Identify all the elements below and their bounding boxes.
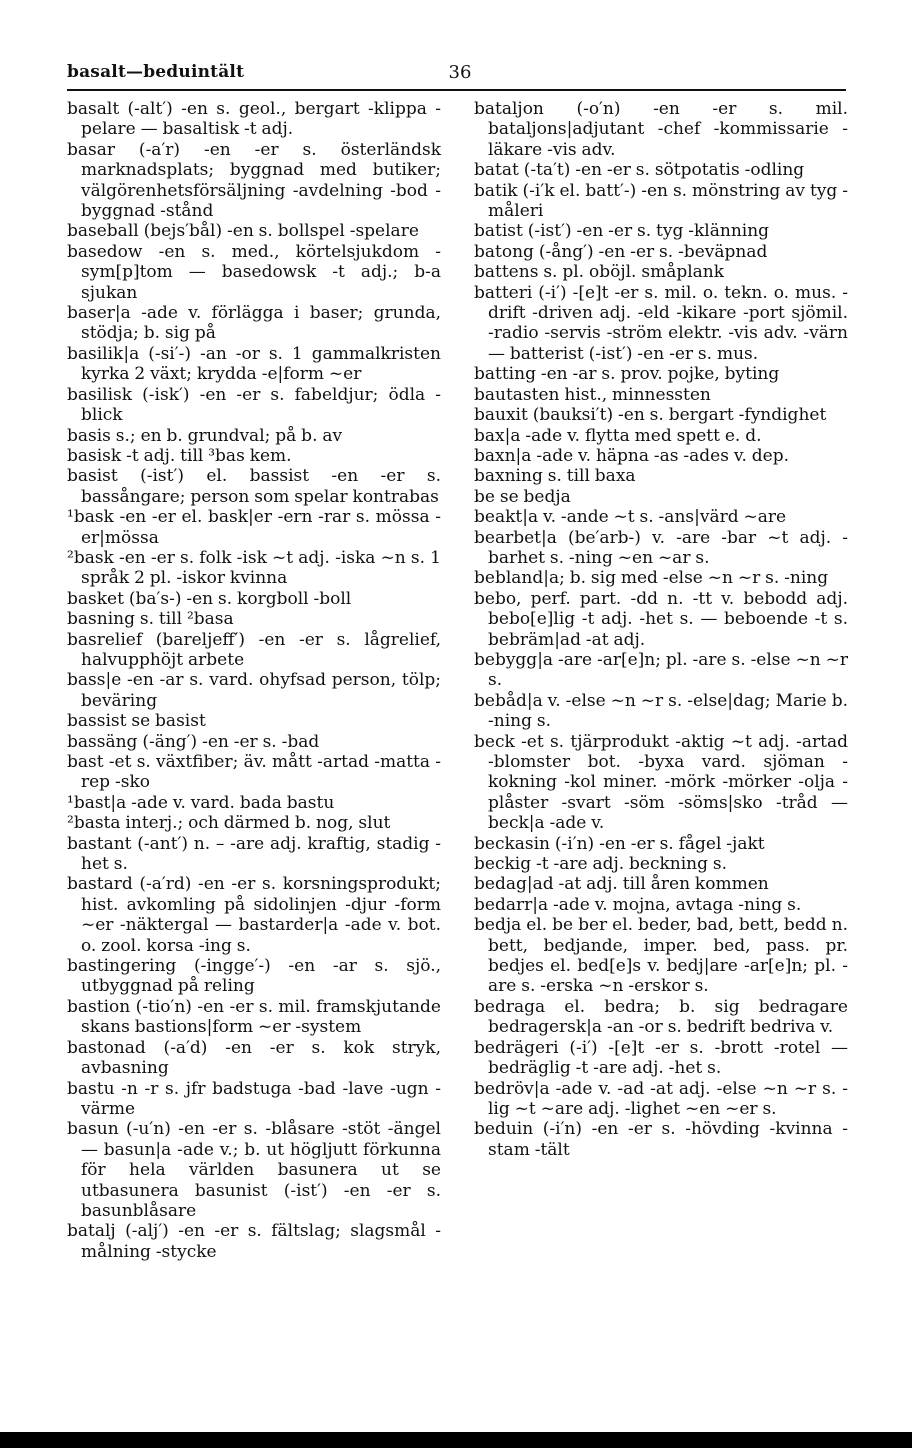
dictionary-entry: bebland|a; b. sig med -else ~n ~r s. -ning bbox=[474, 568, 829, 589]
dictionary-entry: basisk -t adj. till ³bas kem. bbox=[67, 445, 292, 466]
dictionary-entry: basedow -en s. med., körtelsjukdom -sym[p]tom — basedowsk -t adj.; b-a sjukan bbox=[67, 241, 441, 303]
dictionary-entry: batong (-ång′) -en -er s. -beväpnad bbox=[474, 241, 768, 262]
running-head: basalt—beduintält bbox=[67, 62, 245, 82]
dictionary-entry: bast -et s. växtfiber; äv. mått -artad -matta -rep -sko bbox=[67, 752, 441, 793]
dictionary-entry: ¹bask -en -er el. bask|er -ern -rar s. mössa -er|mössa bbox=[67, 507, 441, 548]
dictionary-entry: batting -en -ar s. prov. pojke, byting bbox=[474, 364, 780, 385]
dictionary-entry: basilisk (-isk′) -en -er s. fabeldjur; ödla -blick bbox=[67, 384, 441, 426]
dictionary-entry: bassist se basist bbox=[67, 711, 206, 732]
dictionary-entry: baser|a -ade v. förlägga i baser; grunda, stödja; b. sig på bbox=[67, 303, 441, 344]
dictionary-entry: basning s. till ²basa bbox=[67, 609, 234, 630]
dictionary-entry: bedarr|a -ade v. mojna, avtaga -ning s. bbox=[474, 894, 802, 915]
dictionary-entry: basilik|a (-si′-) -an -or s. 1 gammalkristen kyrka 2 växt; krydda -e|form ~er bbox=[67, 343, 441, 385]
dictionary-entry: basis s.; en b. grundval; på b. av bbox=[67, 425, 343, 446]
dictionary-entry: bax|a -ade v. flytta med spett e. d. bbox=[474, 425, 762, 446]
dictionary-entry: beckig -t -are adj. beckning s. bbox=[474, 854, 728, 875]
dictionary-entry: batist (-ist′) -en -er s. tyg -klänning bbox=[474, 221, 770, 242]
dictionary-entry: bataljon (-o′n) -en -er s. mil. bataljons|adjutant -chef -kommissarie -läkare -vis adv. bbox=[474, 99, 848, 160]
dictionary-entry: bastonad (-a′d) -en -er s. kok stryk, avbasning bbox=[67, 1037, 441, 1079]
dictionary-entry: beakt|a v. -ande ~t s. -ans|värd ~are bbox=[474, 507, 787, 528]
dictionary-entry: ²bask -en -er s. folk -isk ~t adj. -iska ~n s. 1 språk 2 pl. -iskor kvinna bbox=[67, 547, 441, 589]
dictionary-entry: battens s. pl. oböjl. småplank bbox=[474, 262, 725, 283]
page-number: 36 bbox=[448, 62, 472, 83]
scan-bottom-edge bbox=[0, 1432, 912, 1448]
dictionary-entry: beck -et s. tjärprodukt -aktig ~t adj. -artad -blomster bot. -byxa vard. sjöman -kokning -kol miner. -mörk -mörker -olja -plåster -svart -söm -söms|sko -tråd — beck|a -ade v. bbox=[474, 731, 848, 834]
dictionary-entry: ²basta interj.; och därmed b. nog, slut bbox=[67, 813, 391, 834]
dictionary-entry: batik (-i′k el. batt′-) -en s. mönstring av tyg -måleri bbox=[474, 180, 848, 222]
dictionary-entry: batat (-ta′t) -en -er s. sötpotatis -odling bbox=[474, 160, 805, 181]
dictionary-entry: basalt (-alt′) -en s. geol., bergart -klippa -pelare — basaltisk -t adj. bbox=[67, 99, 441, 140]
dictionary-entry: bassäng (-äng′) -en -er s. -bad bbox=[67, 731, 320, 752]
dictionary-entry: bass|e -en -ar s. vard. ohyfsad person, tölp; beväring bbox=[67, 670, 441, 711]
dictionary-entry: ¹bast|a -ade v. vard. bada bastu bbox=[67, 792, 335, 813]
dictionary-entry: bauxit (bauksi′t) -en s. bergart -fyndighet bbox=[474, 405, 827, 426]
dictionary-entry: bedraga el. bedra; b. sig bedragare bedragersk|a -an -or s. bedrift bedriva v. bbox=[474, 996, 848, 1038]
dictionary-entry: bebo, perf. part. -dd n. -tt v. bebodd adj. bebo[e]lig -t adj. -het s. — beboende -t s. bebräm|ad -at adj. bbox=[474, 588, 848, 650]
dictionary-entry: bastion (-tio′n) -en -er s. mil. framskjutande skans bastions|form ~er -system bbox=[67, 996, 441, 1038]
dictionary-entry: bastant (-ant′) n. – -are adj. kraftig, stadig -het s. bbox=[67, 833, 441, 875]
dictionary-entry: bebygg|a -are -ar[e]n; pl. -are s. -else ~n ~r s. bbox=[474, 649, 848, 691]
dictionary-entry: bastingering (-ingge′-) -en -ar s. sjö., utbyggnad på reling bbox=[67, 956, 441, 997]
dictionary-entry: batteri (-i′) -[e]t -er s. mil. o. tekn. o. mus. -drift -driven adj. -eld -kikare -port sjömil. -radio -servis -ström elektr. -vis adv. -värn — batterist (-ist′) -en -er s. mus. bbox=[474, 282, 848, 364]
header-rule bbox=[67, 89, 846, 91]
right-column bbox=[474, 99, 848, 1160]
left-column bbox=[67, 99, 441, 1262]
dictionary-entry: bastard (-a′rd) -en -er s. korsningsprodukt; hist. avkomling på sidolinjen -djur -form ~er -näktergal — bastarder|a -ade v. bot. o. zool. korsa -ing s. bbox=[67, 874, 441, 956]
dictionary-entry: baseball (bejs′bål) -en s. bollspel -spelare bbox=[67, 221, 419, 242]
dictionary-entry: baxn|a -ade v. häpna -as -ades v. dep. bbox=[474, 445, 789, 466]
dictionary-entry: basist (-ist′) el. bassist -en -er s. bassångare; person som spelar kontrabas bbox=[67, 466, 441, 507]
dictionary-entry: bebåd|a v. -else ~n ~r s. -else|dag; Marie b. -ning s. bbox=[474, 690, 848, 732]
dictionary-entry: beckasin (-i′n) -en -er s. fågel -jakt bbox=[474, 833, 765, 854]
dictionary-entry: bearbet|a (be′arb-) v. -are -bar ~t adj. -barhet s. -ning ~en ~ar s. bbox=[474, 527, 848, 568]
dictionary-entry: basun (-u′n) -en -er s. -blåsare -stöt -ängel — basun|a -ade v.; b. ut högljutt förkunna för hela världen basunera ut se utbasunera basunist (-ist′) -en -er s. basunblåsare bbox=[67, 1119, 441, 1221]
dictionary-entry: bedja el. be ber el. beder, bad, bett, bedd n. bett, bedjande, imper. bed, pass. pr. bedjes el. bed[e]s v. bedj|are -ar[e]n; pl. -are s. -erska ~n -erskor s. bbox=[474, 915, 848, 997]
dictionary-entry: beduin (-i′n) -en -er s. -hövding -kvinna -stam -tält bbox=[474, 1119, 848, 1160]
dictionary-entry: be se bedja bbox=[474, 486, 571, 507]
dictionary-entry: bautasten hist., minnessten bbox=[474, 384, 711, 405]
dictionary-entry: bedröv|a -ade v. -ad -at adj. -else ~n ~r s. -lig ~t ~are adj. -lighet ~en ~er s. bbox=[474, 1078, 848, 1119]
dictionary-entry: bastu -n -r s. jfr badstuga -bad -lave -ugn -värme bbox=[67, 1078, 441, 1119]
dictionary-entry: basket (ba′s-) -en s. korgboll -boll bbox=[67, 588, 352, 609]
dictionary-entry: basrelief (bareljeff′) -en -er s. lågrelief, halvupphöjt arbete bbox=[67, 629, 441, 670]
dictionary-entry: baxning s. till baxa bbox=[474, 466, 636, 487]
dictionary-entry: basar (-a′r) -en -er s. österländsk marknadsplats; byggnad med butiker; välgörenhetsförsäljning -avdelning -bod -byggnad -stånd bbox=[67, 139, 441, 222]
dictionary-entry: bedag|ad -at adj. till åren kommen bbox=[474, 874, 769, 895]
dictionary-entry: bedrägeri (-i′) -[e]t -er s. -brott -rotel — bedräglig -t -are adj. -het s. bbox=[474, 1037, 848, 1079]
dictionary-entry: batalj (-alj′) -en -er s. fältslag; slagsmål -målning -stycke bbox=[67, 1221, 441, 1262]
